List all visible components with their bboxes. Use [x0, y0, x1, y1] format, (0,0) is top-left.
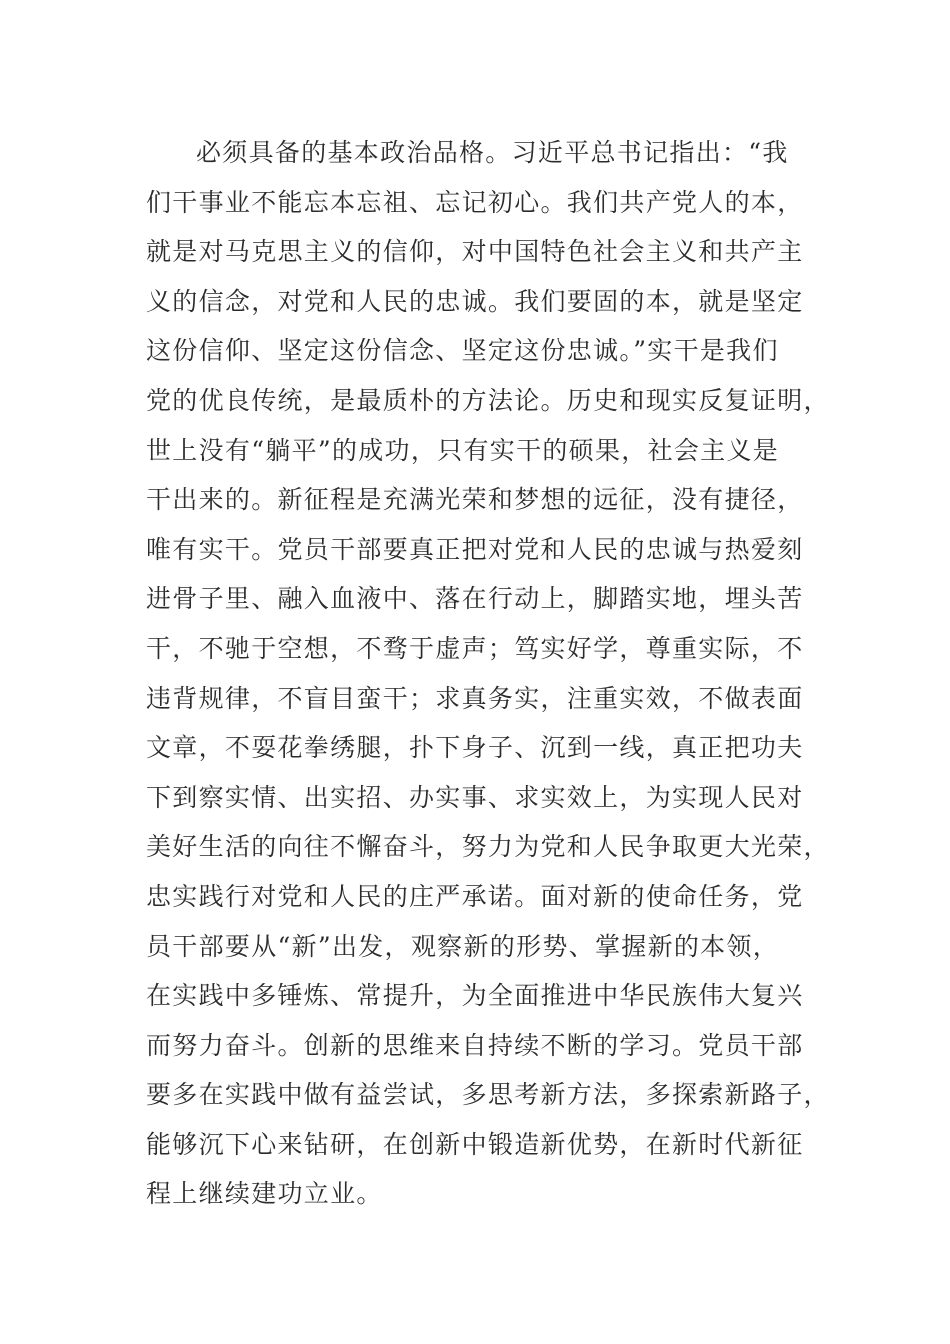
text-line-5: 这份信仰、坚定这份信念、坚定这份忠诚。”实干是我们 [146, 336, 779, 366]
text-line-18: 在实践中多锤炼、常提升，为全面推进中华民族伟大复兴 [146, 981, 804, 1011]
text-line-1: 必须具备的基本政治品格。习近平总书记指出：“我 [196, 138, 789, 167]
body-paragraph [146, 128, 830, 1219]
text-line-9: 唯有实干。党员干部要真正把对党和人民的忠诚与热爱刻 [146, 534, 804, 564]
text-line-21: 能够沉下心来钻研，在创新中锻造新优势，在新时代新征 [146, 1129, 804, 1159]
text-line-3: 就是对马克思主义的信仰，对中国特色社会主义和共产主 [146, 237, 804, 267]
text-line-12: 违背规律，不盲目蛮干；求真务实，注重实效，不做表面 [146, 683, 804, 713]
text-line-4: 义的信念，对党和人民的忠诚。我们要固的本，就是坚定 [146, 286, 804, 316]
text-line-14: 下到察实情、出实招、办实事、求实效上，为实现人民对 [146, 782, 804, 812]
text-line-7: 世上没有“躺平”的成功，只有实干的硕果，社会主义是 [146, 435, 780, 465]
text-line-11: 干，不驰于空想，不骛于虚声；笃实好学，尊重实际，不 [146, 633, 804, 663]
text-line-15: 美好生活的向往不懈奋斗，努力为党和人民争取更大光荣， [146, 832, 830, 862]
text-line-13: 文章，不耍花拳绣腿，扑下身子、沉到一线，真正把功夫 [146, 733, 804, 763]
text-line-17: 员干部要从“新”出发，观察新的形势、掌握新的本领， [146, 931, 780, 961]
text-line-19: 而努力奋斗。创新的思维来自持续不断的学习。党员干部 [146, 1030, 804, 1060]
text-line-2: 们干事业不能忘本忘祖、忘记初心。我们共产党人的本， [146, 187, 804, 217]
text-line-20: 要多在实践中做有益尝试，多思考新方法，多探索新路子， [146, 1080, 830, 1110]
text-line-16: 忠实践行对党和人民的庄严承诺。面对新的使命任务，党 [146, 881, 804, 911]
text-line-10: 进骨子里、融入血液中、落在行动上，脚踏实地，埋头苦 [146, 584, 804, 614]
text-line-22: 程上继续建功立业。 [146, 1179, 383, 1209]
text-line-6: 党的优良传统，是最质朴的方法论。历史和现实反复证明， [146, 385, 830, 415]
text-line-8: 干出来的。新征程是充满光荣和梦想的远征，没有捷径， [146, 485, 804, 515]
